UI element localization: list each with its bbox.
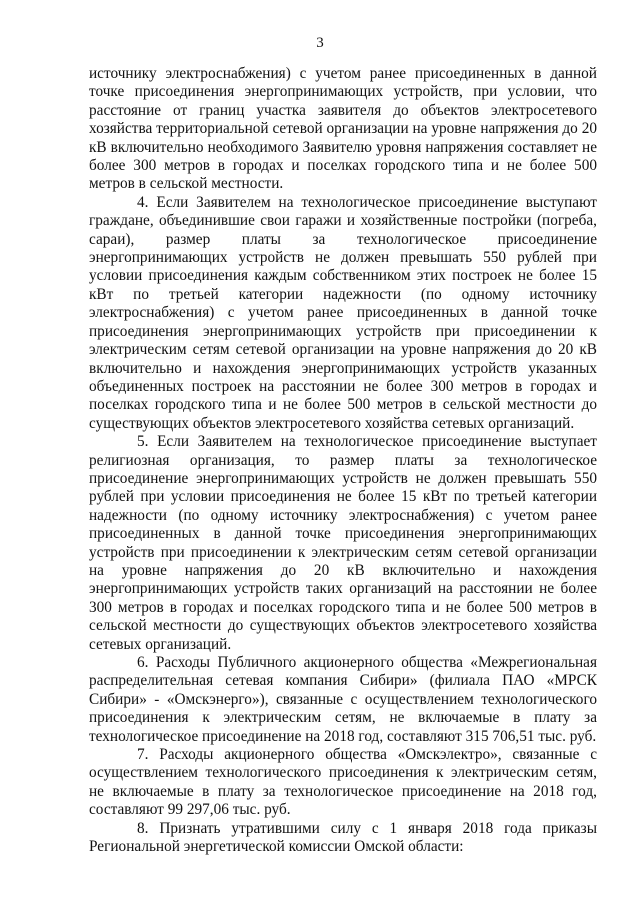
paragraph-6: 6. Расходы Публичного акционерного общества «Межрегиональная распределительная сетевая компания Сибири» (филиала ПАО «МРСК Сибири» - «Омскэнерго»), связанные с осуществлением технологического присоединения к электрическим сетям, не включаемые в плату за технологическое присоединение на 2018 год, составляют 315 706,51 тыс. руб.	[89, 654, 597, 745]
page-number: 3	[316, 35, 324, 51]
paragraph-5: 5. Если Заявителем на технологическое присоединение выступает религиозная организация, то размер платы за технологическое присоединение энергопринимающих устройств не должен превышать 550 рублей при условии присоединения не более 15 кВт по третьей категории надежности (по одному источнику электроснабжения) с учетом ранее присоединенных в данной точке присоединения энергопринимающих устройств при присоединении к электрическим сетям сетевой организации на уровне напряжения до 20 кВ включительно и нахождения энергопринимающих устройств таких организаций на расстоянии не более 300 метров в городах и поселках городского типа и не более 500 метров в сельской местности до существующих объектов электросетевого хозяйства сетевых организаций.	[89, 433, 597, 653]
paragraph-continuation: источнику электроснабжения) с учетом ранее присоединенных в данной точке присоединения энергопринимающих устройств, при условии, что расстояние от границ участка заявителя до объектов электросетевого хозяйства территориальной сетевой организации на уровне напряжения до 20 кВ включительно необходимого Заявителю уровня напряжения составляет не более 300 метров в городах и поселках городского типа и не более 500 метров в сельской местности.	[89, 65, 597, 193]
paragraph-8: 8. Признать утратившими силу с 1 января 2018 года приказы Региональной энергетической комиссии Омской области:	[89, 819, 597, 856]
document-body	[89, 65, 597, 856]
paragraph-4: 4. Если Заявителем на технологическое присоединение выступают граждане, объединившие свои гаражи и хозяйственные постройки (погреба, сараи), размер платы за технологическое присоединение энергопринимающих устройств не должен превышать 550 рублей при условии присоединения каждым собственником этих построек не более 15 кВт по третьей категории надежности (по одному источнику электроснабжения) с учетом ранее присоединенных в данной точке присоединения энергопринимающих устройств при присоединении к электрическим сетям сетевой организации на уровне напряжения до 20 кВ включительно и нахождения энергопринимающих устройств указанных объединенных построек на расстоянии не более 300 метров в городах и поселках городского типа и не более 500 метров в сельской местности до существующих объектов электросетевого хозяйства сетевых организаций.	[89, 193, 597, 432]
paragraph-7: 7. Расходы акционерного общества «Омскэлектро», связанные с осуществлением технологического присоединения к электрическим сетям, не включаемые в плату за технологическое присоединение на 2018 год, составляют 99 297,06 тыс. руб.	[89, 746, 597, 819]
